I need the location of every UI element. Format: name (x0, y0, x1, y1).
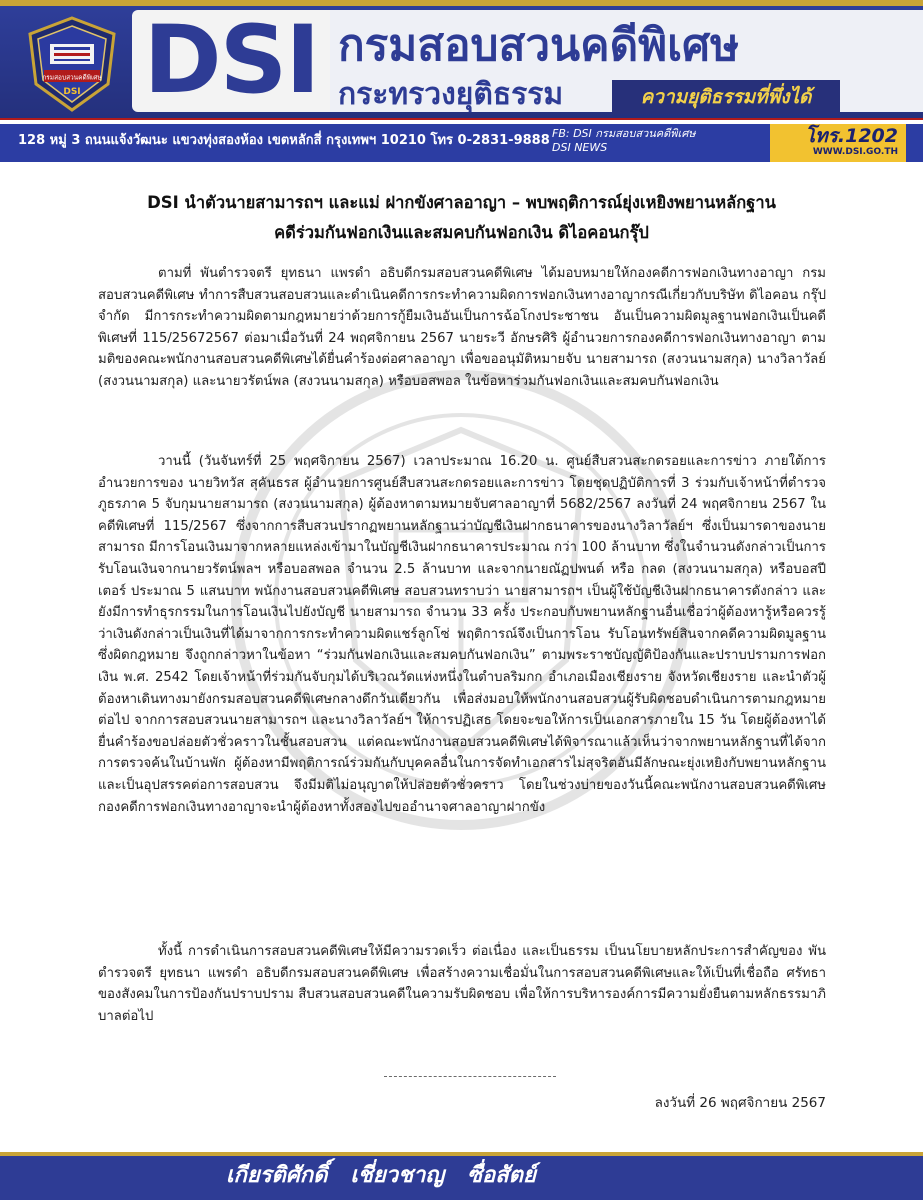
dsi-emblem-logo (22, 14, 122, 114)
document-date: ลงวันที่ 26 พฤศจิกายน 2567 (654, 1095, 826, 1111)
body-paragraph: ตามที่ พันตำรวจตรี ยุทธนา แพรดำ อธิบดีกรมสอบสวนคดีพิเศษ ได้มอบหมายให้กองคดีการฟอกเงินทางอาญา กรมสอบสวนคดีพิเศษ ทำการสืบสวนสอบสวนและดำเนินคดีการกระทำความผิดการฟอกเงินทางอาญากรณีเกี่ยวกับบริษัท ดิไอคอน กรุ๊ป จำกัด มีการกระทำความผิดตามกฎหมายว่าด้วยการกู้ยืมเงินอันเป็นการฉ้อโกงประชาชน อันเป็นความผิดมูลฐานฟอกเงินเป็นคดีพิเศษที่ 115/25672567 ต่อมาเมื่อวันที่ 24 พฤศจิกายน 2567 นายระวี อักษรศิริ ผู้อำนวยการกองคดีการฟอกเงินทางอาญา ตามมติของคณะพนักงานสอบสวนคดีพิเศษได้ยื่นคำร้องต่อศาลอาญา เพื่อขออนุมัติหมายจับ นายสามารถ (สงวนนามสกุล) นางวิลาวัลย์ (สงวนนามสกุล) และนายวรัตน์พล (สงวนนามสกุล) หรือบอสพอล ในข้อหาร่วมกันฟอกเงินและสมคบกันฟอกเงิน (98, 266, 826, 389)
dsi-brand-mark: DSI (132, 10, 330, 112)
organization-name: กรมสอบสวนคดีพิเศษ (338, 20, 740, 71)
body-paragraph: ทั้งนี้ การดำเนินการสอบสวนคดีพิเศษให้มีความรวดเร็ว ต่อเนื่อง และเป็นธรรม เป็นนโยบายหลักประการสำคัญของ พันตำรวจตรี ยุทธนา แพรดำ อธิบดีกรมสอบสวนคดีพิเศษ เพื่อสร้างความเชื่อมั่นในการสอบสวนคดีพิเศษและให้เป็นที่เชื่อถือ ศรัทธาของสังคมในการป้องกันปราบปราม สืบสวนสอบสวนคดีในความรับผิดชอบ เพื่อให้การบริหารองค์การมีความยั่งยืนตามหลักธรรมาภิบาลต่อไป (98, 944, 826, 1024)
logo-text: กรมสอบสวนคดีพิเศษ (42, 73, 102, 82)
hotline-number: โทร.1202 (804, 125, 898, 147)
facebook-label: FB: DSI กรมสอบสวนคดีพิเศษ (552, 127, 696, 140)
logo-sub: DSI (63, 87, 81, 97)
dashed-divider (384, 1076, 556, 1077)
header-slogan: ความยุติธรรมที่พึ่งได้ (612, 80, 840, 114)
news-label: DSI NEWS (552, 141, 608, 154)
ministry-name: กระทรวงยุติธรรม (338, 77, 564, 112)
footer-gold-stripe (0, 1152, 923, 1156)
gold-stripe (0, 0, 923, 6)
footer-slogan: เกียรติศักดิ์ เชี่ยวชาญ ซื่อสัตย์ (226, 1163, 536, 1188)
address-text: 128 หมู่ 3 ถนนแจ้งวัฒนะ แขวงทุ่งสองห้อง เขตหลักสี่ กรุงเทพฯ 10210 โทร 0-2831-9888 (18, 133, 550, 148)
document-subtitle: คดีร่วมกันฟอกเงินและสมคบกันฟอกเงิน ดิไอคอนกรุ๊ป (274, 223, 649, 242)
body-paragraph: วานนี้ (วันจันทร์ที่ 25 พฤศจิกายน 2567) เวลาประมาณ 16.20 น. ศูนย์สืบสวนสะกดรอยและการข่าว ภายใต้การอำนวยการของ นายวิทวัส สุคันธรส ผู้อำนวยการศูนย์สืบสวนสะกดรอยและการข่าว โดยชุดปฏิบัติการที่ 3 ร่วมกับเจ้าหน้าที่ตำรวจภูธรภาค 5 จับกุมนายสามารถ (สงวนนามสกุล) ผู้ต้องหาตามหมายจับศาลอาญาที่ 5682/2567 ลงวันที่ 24 พฤศจิกายน 2567 ในคดีพิเศษที่ 115/2567 ซึ่งจากการสืบสวนปรากฏพยานหลักฐานว่าบัญชีเงินฝากธนาคารของนางวิลาวัลย์ฯ ซึ่งเป็นมารดาของนายสามารถ มีการโอนเงินมาจากหลายแหล่งเข้ามาในบัญชีเงินฝากธนาคารประมาณ กว่า 100 ล้านบาท ซึ่งในจำนวนดังกล่าวเป็นการรับโอนเงินจากนายวรัตน์พลฯ หรือบอสพอล จำนวน 2.5 ล้านบาท และจากนายณัฏปพนต์ หรือ กลด (สงวนนามสกุล) หรือบอสปีเตอร์ ประมาณ 5 แสนบาท พนักงานสอบสวนคดีพิเศษ สอบสวนทราบว่า นายสามารถฯ เป็นผู้ใช้บัญชีเงินฝากธนาคารดังกล่าว และยังมีการทำธุรกรรมในการโอนเงินไปยังบัญชี นายสามารถ จำนวน 33 ครั้ง ประกอบกับพยานหลักฐานอื่นเชื่อว่าผู้ต้องหารู้หรือควรรู้ว่าเงินดังกล่าวเป็นเงินที่ได้มาจากการกระทำความผิดแชร์ลูกโซ่ พฤติการณ์จึงเป็นการโอน รับโอนทรัพย์สินจากคดีความผิดมูลฐานซึ่งผิดกฎหมาย จึงถูกกล่าวหาในข้อหา “ร่วมกันฟอกเงินและสมคบกันฟอกเงิน” ตามพระราชบัญญัติป้องกันและปราบปรามการฟอกเงิน พ.ศ. 2542 โดยเจ้าหน้าที่ร่วมกันจับกุมได้บริเวณวัดแห่งหนึ่งในตำบลริมกก อำเภอเมืองเชียงราย จังหวัดเชียงราย และนำตัวผู้ต้องหาเดินทางมายังกรมสอบสวนคดีพิเศษกลางดึกวันเดียวกัน เพื่อส่งมอบให้พนักงานสอบสวนผู้รับผิดชอบดำเนินการตามกฎหมายต่อไป จากการสอบสวนนายสามารถฯ และนางวิลาวัลย์ฯ ให้การปฏิเสธ โดยจะขอให้การเป็นเอกสารภายใน 15 วัน โดยผู้ต้องหาได้ยื่นคำร้องขอปล่อยตัวชั่วคราวในชั้นสอบสวน แต่คณะพนักงานสอบสวนคดีพิเศษได้พิจารณาแล้วเห็นว่าจากพยานหลักฐานที่ได้จากการตรวจค้นในบ้านพัก ผู้ต้องหามีพฤติการณ์ร่วมกันกับบุคคลอื่นในการจัดทำเอกสารไม่สุจริตอันมีลักษณะยุ่งเหยิงกับพยานหลักฐานและเป็นอุปสรรคต่อการสอบสวน จึงมีมติไม่อนุญาตให้ปล่อยตัวชั่วคราว โดยในช่วงบ่ายของวันนี้คณะพนักงานสอบสวนคดีพิเศษ กองคดีการฟอกเงินทางอาญาจะนำผู้ต้องหาทั้งสองไปขออำนาจศาลอาญาฝากขัง (98, 454, 826, 815)
social-links (552, 127, 752, 155)
document-title: DSI นำตัวนายสามารถฯ และแม่ ฝากขังศาลอาญา – พบพฤติการณ์ยุ่งเหยิงพยานหลักฐาน (147, 193, 776, 212)
website-url: WWW.DSI.GO.TH (812, 147, 898, 157)
red-stripe (0, 118, 923, 120)
